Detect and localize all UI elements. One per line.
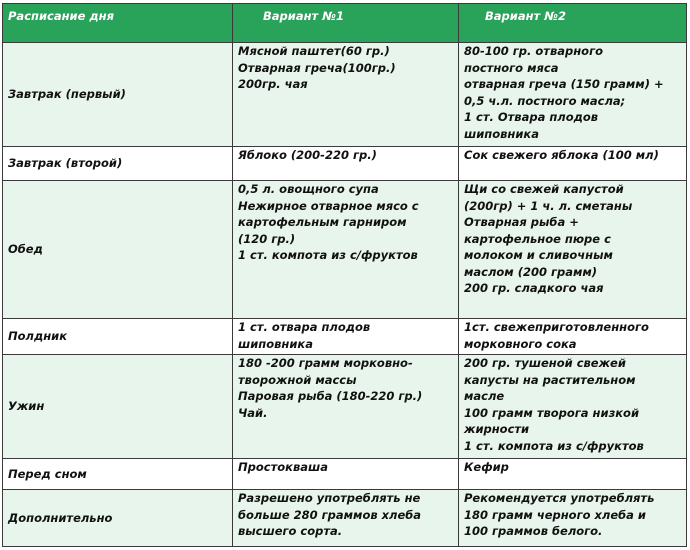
cell-line: шиповника [464,126,539,141]
cell-line: картофельное пюре с [464,231,611,246]
cell-line: 100 граммов белого. [464,524,603,538]
diet-schedule-table [2,3,687,547]
row-lunch [3,181,687,319]
cell-line: Паровая рыба (180-220 гр.) [238,389,423,403]
cell-line: творожной массы [238,372,357,387]
row-additional [3,490,687,547]
cell-line: Рекомендуется употреблять [464,491,655,505]
cell-line: 0,5 ч.л. постного масла; [464,93,626,108]
day-label: Обед [3,181,233,319]
row-before-sleep [3,459,687,490]
cell-line: 1 ст. компота из с/фруктов [238,248,418,262]
day-label: Полдник [3,319,233,355]
header-row [3,4,687,43]
cell-line: 80-100 гр. отварного [464,44,603,58]
cell-line: 100 грамм творога низкой [464,405,640,420]
cell-line: шиповника [238,336,313,351]
variant-2-cell [459,490,687,547]
cell-line: Щи со свежей капустой [464,182,624,196]
cell-line: 200гр. чая [238,77,308,91]
cell-line: больше 280 граммов хлеба [238,507,422,522]
cell-line: Разрешено употреблять не [238,491,421,505]
cell-line: Чай. [238,405,268,420]
day-label: Ужин [3,355,233,459]
variant-2-cell [459,355,687,459]
header-variant-2: Вариант №2 [459,4,687,43]
row-dinner [3,355,687,459]
variant-1-cell [233,459,459,490]
cell-line: (200гр) + 1 ч. л. сметаны [464,198,633,213]
variant-2-cell [459,43,687,147]
variant-1-cell [233,43,459,147]
cell-line: масле [464,389,505,403]
day-label: Дополнительно [3,490,233,547]
cell-line: постного мяса [464,60,559,75]
cell-line: 180 грамм черного хлеба и [464,507,646,522]
cell-line: (120 гр.) [238,231,296,246]
variant-2-cell [459,147,687,181]
cell-line: молоком и сливочным [464,248,613,262]
variant-1-cell [233,181,459,319]
variant-1-cell [233,490,459,547]
cell-line: морковного сока [464,336,577,351]
day-label: Завтрак (первый) [3,43,233,147]
cell-line: капусты на растительном [464,372,636,387]
variant-1-cell [233,355,459,459]
header-schedule: Расписание дня [3,4,233,43]
cell-line: Отварная греча(100гр.) [238,60,396,75]
day-label: Перед сном [3,459,233,490]
cell-line: картофельным гарниром [238,215,407,229]
cell-line: 0,5 л. овощного супа [238,182,379,196]
row-breakfast-2 [3,147,687,181]
header-variant-1: Вариант №1 [233,4,459,43]
variant-2-cell [459,459,687,490]
cell-line: отварная греча (150 грамм) + [464,77,664,91]
cell-line: Сок свежего яблока (100 мл) [464,148,659,162]
cell-line: высшего сорта. [238,524,343,538]
cell-line: Простокваша [238,460,328,474]
variant-1-cell [233,147,459,181]
cell-line: 1 ст. Отвара плодов [464,110,599,124]
cell-line: 200 гр. тушеной свежей [464,356,626,370]
cell-line: Нежирное отварное мясо с [238,198,419,213]
day-label: Завтрак (второй) [3,147,233,181]
cell-line: 180 -200 грамм морковно- [238,356,413,370]
row-breakfast-1 [3,43,687,147]
cell-line: Мясной паштет(60 гр.) [238,44,390,58]
variant-2-cell [459,181,687,319]
cell-line: 200 гр. сладкого чая [464,281,604,295]
cell-line: 1 ст. отвара плодов [238,320,371,334]
row-snack [3,319,687,355]
cell-line: 1 ст. компота из с/фруктов [464,438,644,453]
cell-line: Кефир [464,460,509,474]
variant-1-cell [233,319,459,355]
cell-line: Яблоко (200-220 гр.) [238,148,377,162]
variant-2-cell [459,319,687,355]
cell-line: жирности [464,422,530,436]
cell-line: 1ст. свежеприготовленного [464,320,649,334]
cell-line: Отварная рыба + [464,215,579,229]
cell-line: маслом (200 грамм) [464,264,598,279]
